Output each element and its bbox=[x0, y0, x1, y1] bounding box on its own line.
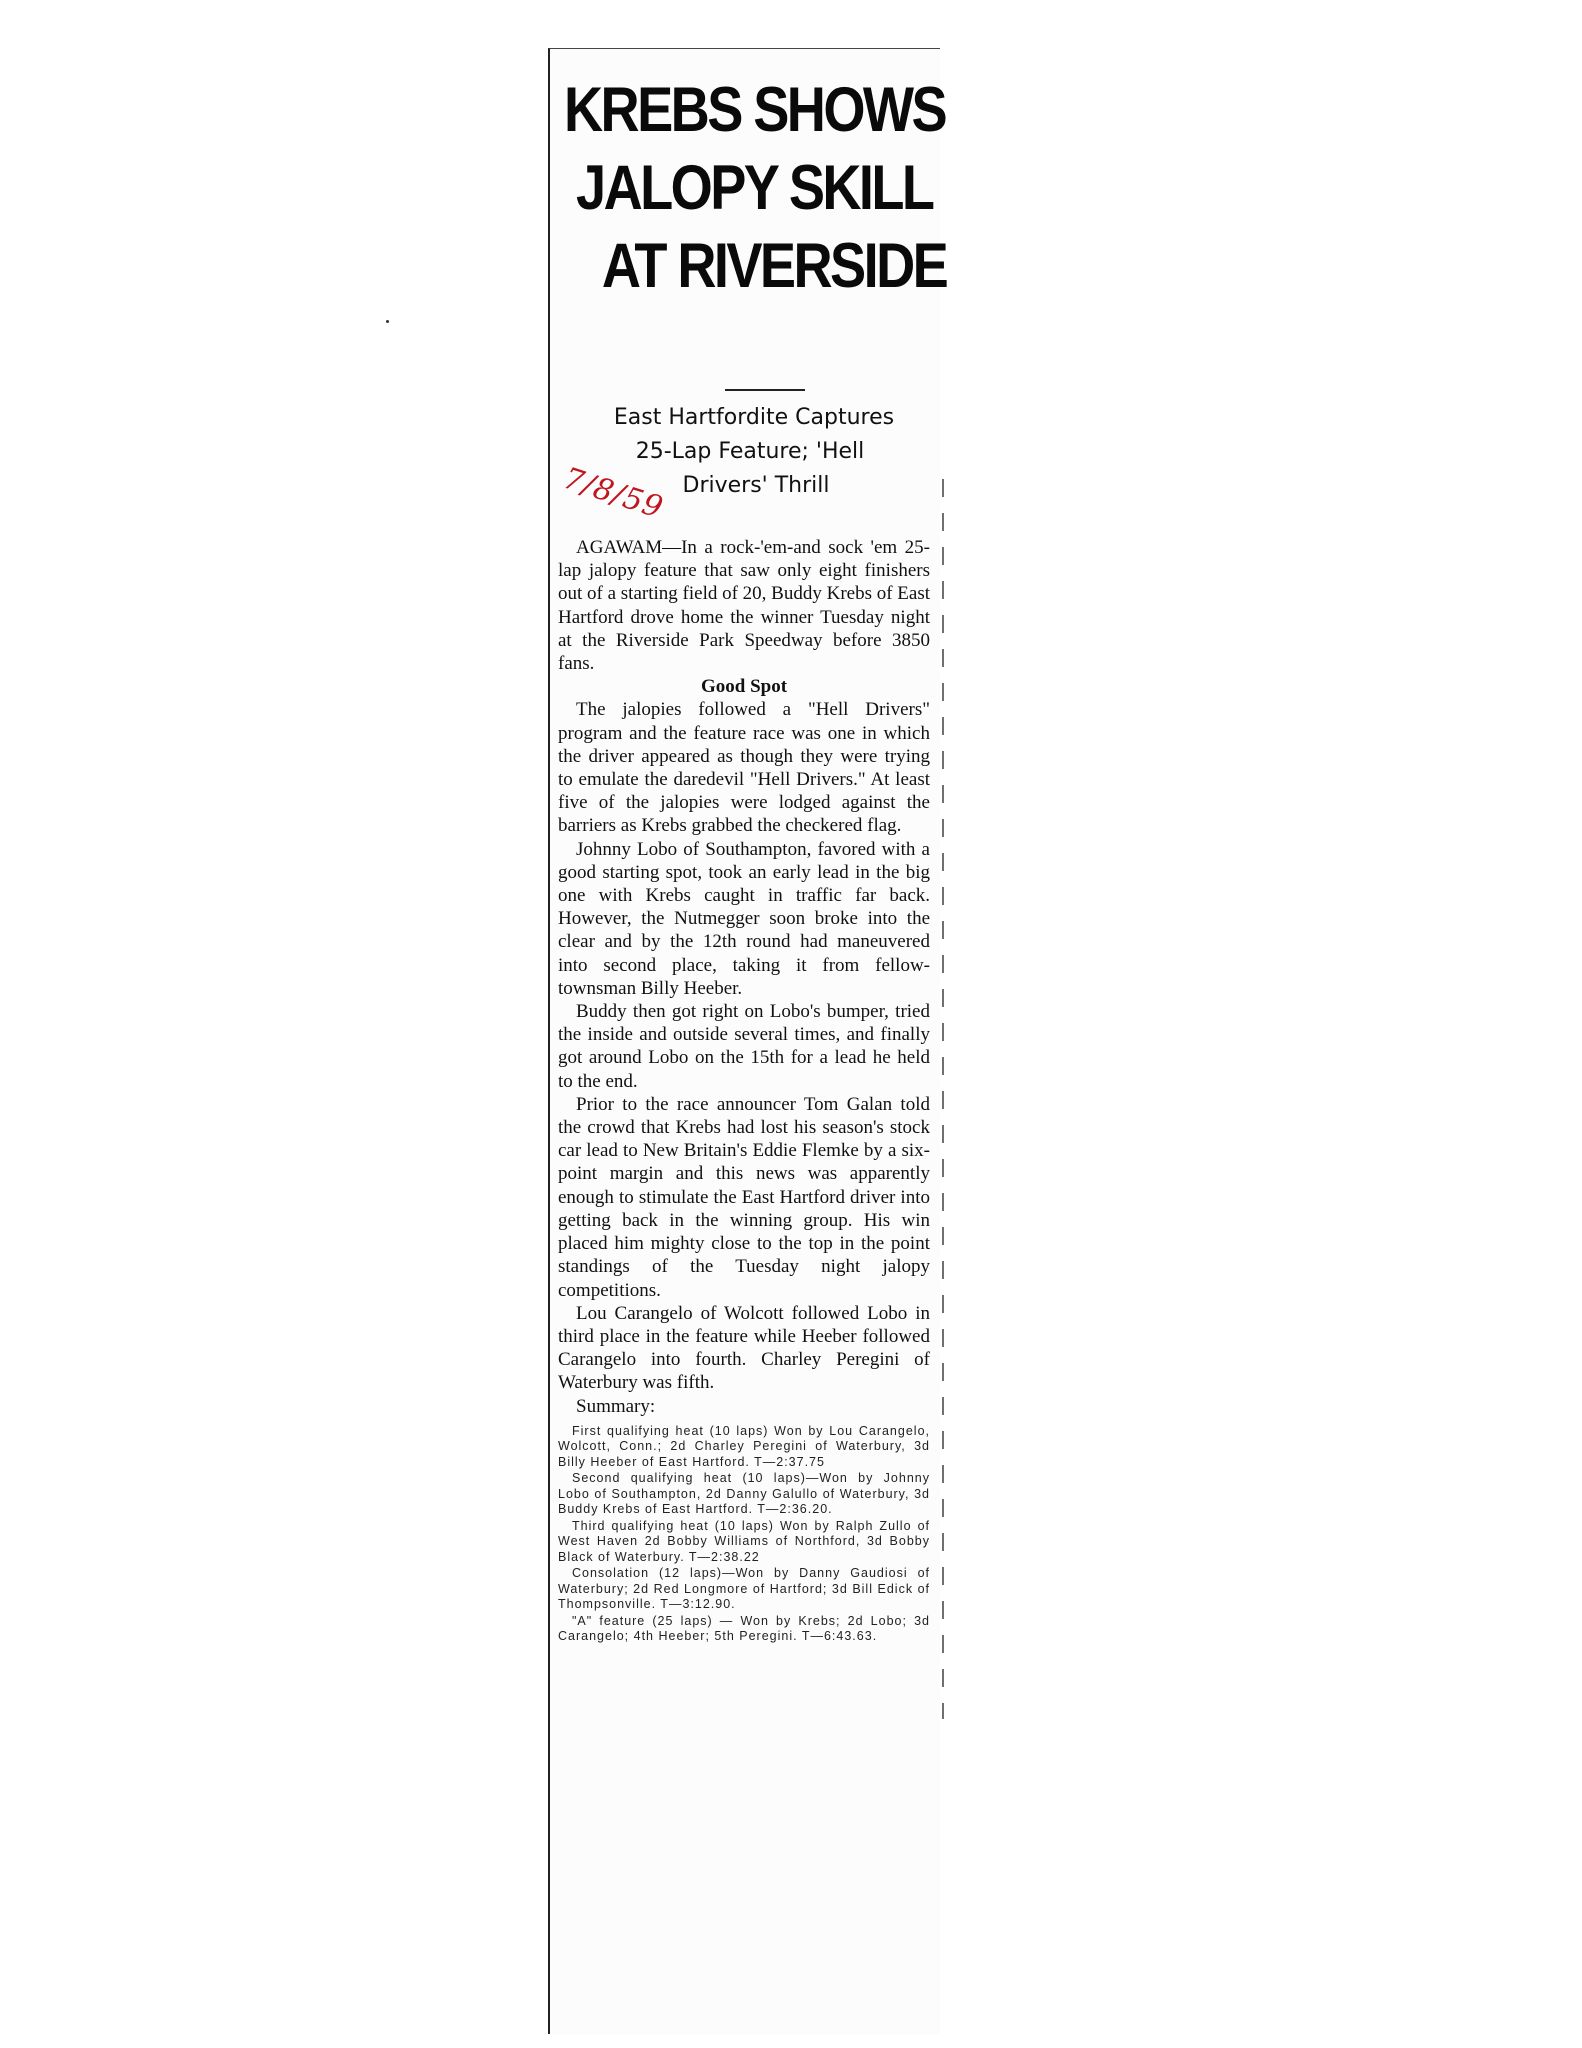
headline-line-1: KREBS SHOWS bbox=[564, 75, 946, 145]
handwritten-date-annotation: 7/8/59 bbox=[559, 461, 668, 526]
crosshead: Good Spot bbox=[700, 676, 788, 698]
summary-item: First qualifying heat (10 laps) Won by Lou Carangelo, Wolcott, Conn.; 2d Charley Peregini of Waterbury, 3d Billy Heeber of East Hartford. T—2:37.75 bbox=[558, 1423, 930, 1469]
headline-divider bbox=[725, 389, 805, 391]
newspaper-clipping bbox=[548, 48, 947, 2034]
column-edge-rule bbox=[942, 479, 944, 1719]
subhead-line-1: East Hartfordite Captures bbox=[613, 405, 895, 430]
headline-line-3: AT RIVERSIDE bbox=[601, 231, 947, 301]
headline-line-2: JALOPY SKILL bbox=[576, 153, 933, 223]
results-summary bbox=[558, 1424, 930, 1645]
paragraph: Lou Carangelo of Wolcott followed Lobo in third place in the feature while Heeber followed Carangelo into fourth. Charley Peregini of Waterbury was fifth. bbox=[558, 1302, 930, 1394]
paragraph: Prior to the race announcer Tom Galan told the crowd that Krebs had lost his season's stock car lead to New Britain's Eddie Flemke by a six-point margin and this news was apparently enough to stimulate the East Hartford driver into getting back in the winning group. His win placed him mighty close to the top in the point standings of the Tuesday night jalopy competitions. bbox=[558, 1093, 930, 1301]
summary-item: Third qualifying heat (10 laps) Won by Ralph Zullo of West Haven 2d Bobby Williams of Northford, 3d Bobby Black of Waterbury. T—2:38.22 bbox=[558, 1518, 930, 1564]
subhead-line-2: 25-Lap Feature; 'Hell bbox=[635, 439, 865, 464]
headline bbox=[564, 71, 947, 305]
paragraph: AGAWAM—In a rock-'em-and sock 'em 25-lap jalopy feature that saw only eight finishers out of a starting field of 20, Buddy Krebs of East Hartford drove home the winner Tuesday night at the Riverside Park Speedway before 3850 fans. bbox=[558, 537, 931, 675]
summary-item: "A" feature (25 laps) — Won by Krebs; 2d Lobo; 3d Carangelo; 4th Heeber; 5th Peregini. T—6:43.63. bbox=[558, 1613, 930, 1644]
subhead-line-3: Drivers' Thrill bbox=[682, 473, 830, 498]
summary-item: Second qualifying heat (10 laps)—Won by Johnny Lobo of Southampton, 2d Danny Galullo of Waterbury, 3d Buddy Krebs of East Hartford. T—2:36.20. bbox=[558, 1471, 930, 1517]
article-body bbox=[558, 536, 930, 1646]
summary-label: Summary: bbox=[576, 1395, 656, 1417]
summary-item: Consolation (12 laps)—Won by Danny Gaudiosi of Waterbury; 2d Red Longmore of Hartford; 3d Bill Edick of Thompsonville. T—3:12.90. bbox=[558, 1566, 930, 1612]
paragraph: Buddy then got right on Lobo's bumper, tried the inside and outside several times, and finally got around Lobo on the 15th for a lead he held to the end. bbox=[558, 1001, 930, 1092]
paragraph: The jalopies followed a "Hell Drivers" program and the feature race was one in which the driver appeared as though they were trying to emulate the daredevil "Hell Drivers." At least five of the jalopies were lodged against the barriers as Krebs grabbed the checkered flag. bbox=[558, 699, 930, 837]
paragraph: Johnny Lobo of Southampton, favored with a good starting spot, took an early lead in the big one with Krebs caught in traffic far back. However, the Nutmegger soon broke into the clear and by the 12th round had maneuvered into second place, taking it from fellow-townsman Billy Heeber. bbox=[558, 838, 930, 999]
stray-ink-mark bbox=[386, 320, 389, 323]
